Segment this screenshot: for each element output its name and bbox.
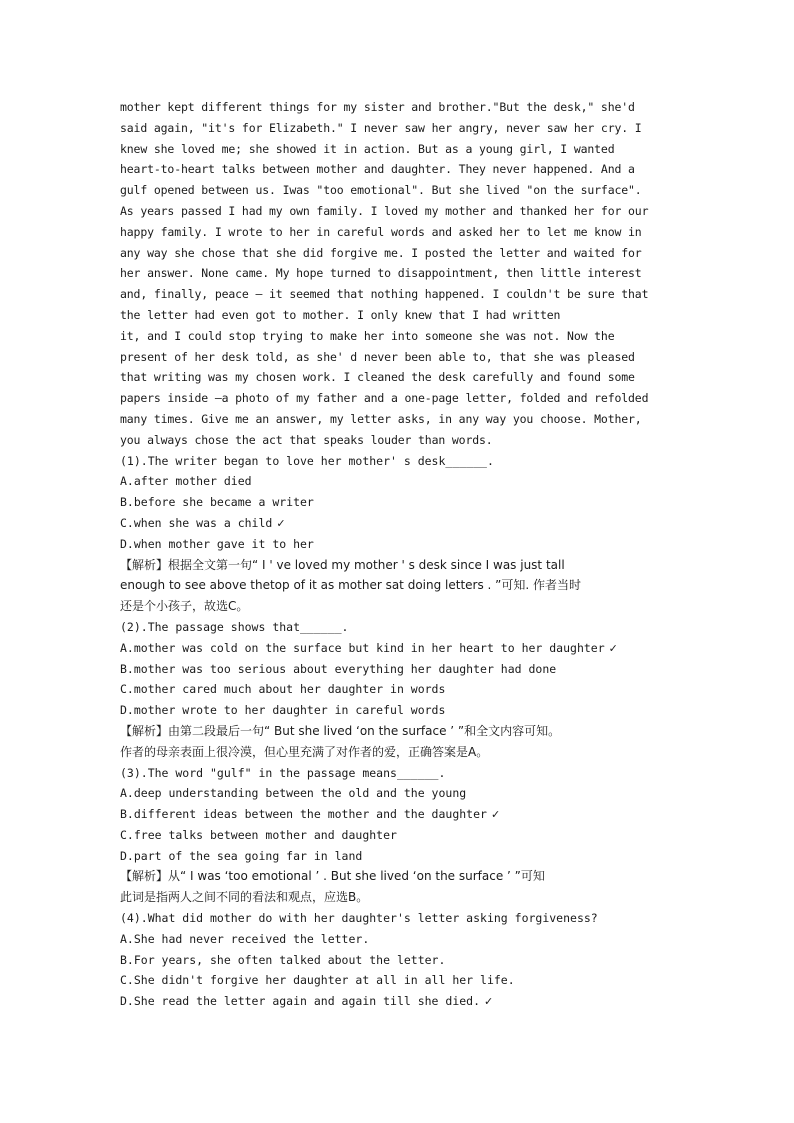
answer-option — [120, 638, 680, 659]
answer-option-text: B.mother was too serious about everything her daughter had done — [120, 661, 557, 676]
question-stem: (3).The word "gulf" in the passage means______. — [120, 765, 446, 780]
question-block — [120, 908, 680, 1012]
answer-option-text: D.when mother gave it to her — [120, 536, 314, 551]
answer-option — [120, 950, 680, 971]
answer-option-text: A.deep understanding between the old and the young — [120, 786, 467, 801]
answer-option-text: D.mother wrote to her daughter in careful words — [120, 703, 446, 718]
passage-line: many times. Give me an answer, my letter asks, in any way you choose. Mother, — [120, 411, 642, 426]
answer-option-text: C.free talks between mother and daughter — [120, 827, 397, 842]
answer-option-text: B.different ideas between the mother and the daughter — [120, 807, 487, 822]
answer-option — [120, 679, 680, 700]
analysis-line: 还是个小孩子，故选C。 — [120, 599, 249, 614]
analysis-line: 此词是指两人之间不同的看法和观点，应选B。 — [120, 890, 369, 905]
analysis-line: 作者的母亲表面上很冷漠，但心里充满了对作者的爱，正确答案是A。 — [120, 744, 489, 759]
passage-line: mother kept different things for my sister and brother."But the desk," she'd — [120, 100, 635, 114]
analysis-line: 【解析】由第二段最后一句“ But she lived ‘on the surface ’ ”和全文内容可知。 — [120, 723, 561, 738]
answer-option-text: A.after mother died — [120, 474, 252, 489]
correct-check-icon: ✓ — [490, 808, 501, 822]
answer-option — [120, 513, 680, 534]
answer-option — [120, 492, 680, 513]
answer-option — [120, 825, 680, 846]
answer-option-text: A.mother was cold on the surface but kind in her heart to her daughter — [120, 640, 605, 655]
answer-option — [120, 846, 680, 867]
passage-line: the letter had even got to mother. I only knew that I had written — [120, 307, 561, 322]
passage-line: knew she loved me; she showed it in action. But as a young girl, I wanted — [120, 141, 615, 156]
question-stem: (4).What did mother do with her daughter's letter asking forgiveness? — [120, 911, 598, 926]
analysis-line: 【解析】从“ I was ‘too emotional ’ . But she lived ‘on the surface ’ ”可知 — [120, 869, 545, 884]
passage — [120, 97, 680, 451]
answer-option — [120, 471, 680, 492]
passage-line: happy family. I wrote to her in careful words and asked her to let me know in — [120, 224, 642, 239]
passage-line: you always chose the act that speaks louder than words. — [120, 432, 493, 447]
answer-option — [120, 970, 680, 991]
answer-option-text: A.She had never received the letter. — [120, 931, 370, 946]
passage-line: it, and I could stop trying to make her into someone she was not. Now the — [120, 328, 615, 343]
passage-line: said again, "it's for Elizabeth." I never saw her angry, never saw her cry. I — [120, 120, 642, 135]
analysis-line: enough to see above thetop of it as mother sat doing letters . ”可知. 作者当时 — [120, 578, 582, 593]
answer-option-text: C.when she was a child — [120, 515, 273, 530]
answer-option-text: B.For years, she often talked about the letter. — [120, 952, 446, 967]
answer-option-text: C.She didn't forgive her daughter at all in all her life. — [120, 973, 515, 988]
passage-line: gulf opened between us. Iwas "too emotional". But she lived "on the surface". — [120, 183, 642, 198]
question-stem: (2).The passage shows that______. — [120, 619, 349, 634]
questions — [120, 451, 680, 1013]
answer-option-text: C.mother cared much about her daughter in words — [120, 682, 446, 697]
answer-option-text: B.before she became a writer — [120, 495, 314, 510]
answer-option — [120, 783, 680, 804]
question-block — [120, 617, 680, 763]
passage-line: papers inside —a photo of my father and a one-page letter, folded and refolded — [120, 391, 649, 406]
question-block — [120, 451, 680, 617]
answer-option — [120, 700, 680, 721]
passage-line: and, finally, peace — it seemed that nothing happened. I couldn't be sure that — [120, 287, 649, 302]
correct-check-icon: ✓ — [608, 641, 618, 655]
answer-option-text: D.She read the letter again and again till she died. — [120, 994, 481, 1009]
document-content — [120, 97, 680, 1012]
answer-option — [120, 534, 680, 555]
answer-option — [120, 991, 680, 1012]
answer-option — [120, 929, 680, 950]
passage-line: present of her desk told, as she' d never been able to, that she was pleased — [120, 349, 635, 364]
passage-line: As years passed I had my own family. I loved my mother and thanked her for our — [120, 203, 649, 218]
correct-check-icon: ✓ — [484, 995, 494, 1009]
passage-line: her answer. None came. My hope turned to disappointment, then little interest — [120, 266, 642, 281]
passage-line: that writing was my chosen work. I cleaned the desk carefully and found some — [120, 370, 635, 385]
question-stem: (1).The writer began to love her mother' s desk______. — [120, 453, 494, 468]
answer-option — [120, 804, 680, 825]
answer-option-text: D.part of the sea going far in land — [120, 848, 363, 863]
passage-line: any way she chose that she did forgive me. I posted the letter and waited for — [120, 245, 642, 260]
correct-check-icon: ✓ — [276, 516, 286, 530]
question-block — [120, 763, 680, 909]
answer-option — [120, 659, 680, 680]
passage-line: heart-to-heart talks between mother and daughter. They never happened. And a — [120, 162, 635, 177]
analysis-line: 【解析】根据全文第一句“ I ' ve loved my mother ' s desk since I was just tall — [120, 557, 565, 572]
